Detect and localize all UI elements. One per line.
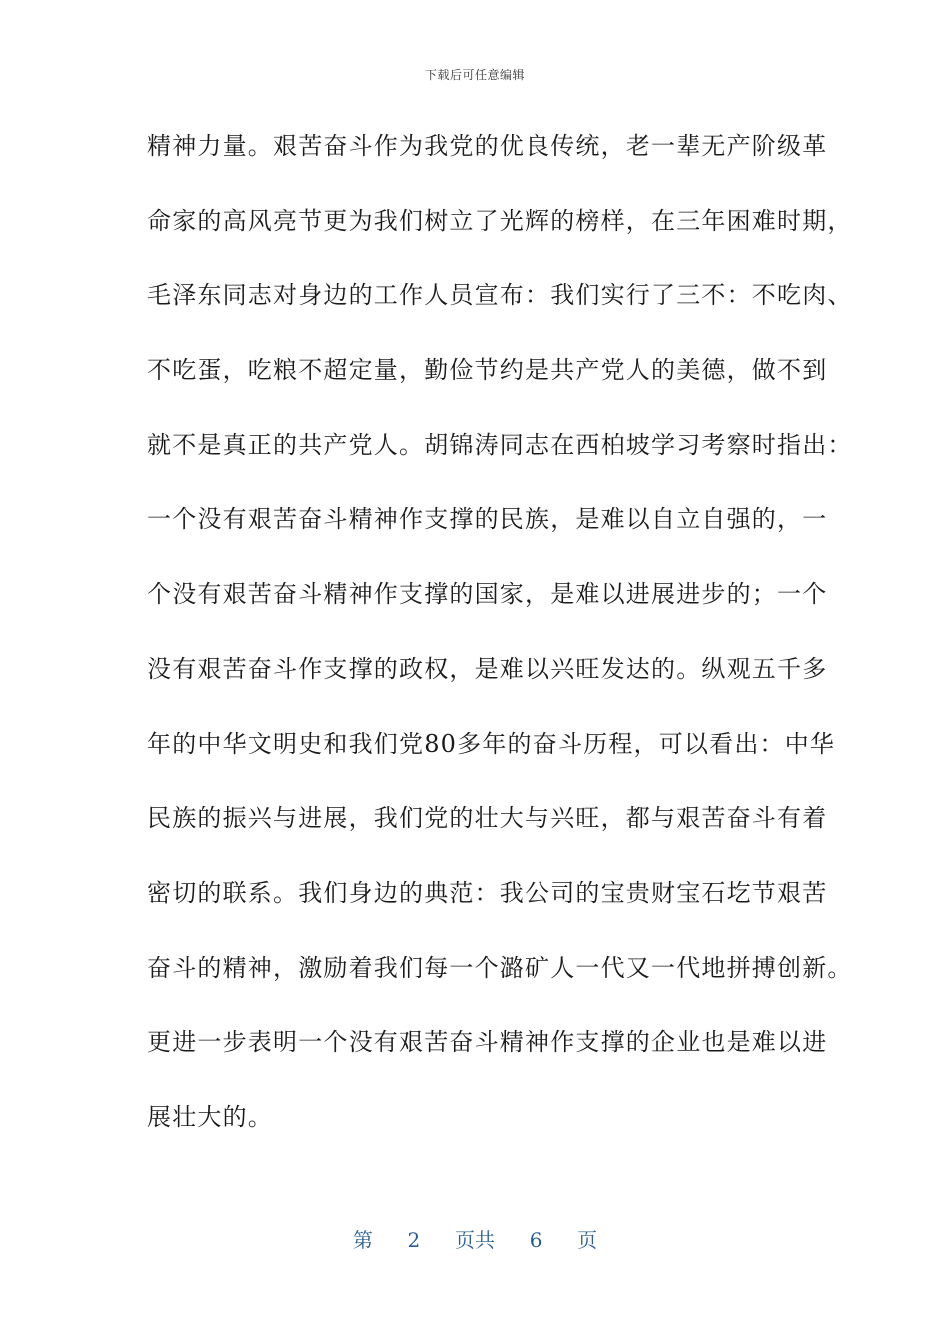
footer-suffix: 页 bbox=[577, 1228, 598, 1252]
body-line: 个没有艰苦奋斗精神作支撑的国家，是难以进展进步的；一个 bbox=[147, 580, 828, 609]
page-number-footer bbox=[0, 1224, 950, 1253]
total-pages-number: 6 bbox=[529, 1228, 543, 1252]
body-line: 年的中华文明史和我们党80多年的奋斗历程，可以看出：中华 bbox=[147, 729, 836, 758]
page-header-note: 下载后可任意编辑 bbox=[424, 68, 525, 82]
body-line: 奋斗的精神，激励着我们每一个潞矿人一代又一代地拼搏创新。 bbox=[147, 953, 853, 982]
body-line: 更进一步表明一个没有艰苦奋斗精神作支撑的企业也是难以进 bbox=[147, 1028, 828, 1057]
body-line: 一个没有艰苦奋斗精神作支撑的民族，是难以自立自强的，一 bbox=[147, 505, 828, 534]
body-line: 不吃蛋，吃粮不超定量，勤俭节约是共产党人的美德，做不到 bbox=[147, 356, 828, 385]
footer-mid: 页共 bbox=[455, 1228, 495, 1252]
body-text bbox=[147, 126, 853, 1172]
body-line: 命家的高风亮节更为我们树立了光辉的榜样，在三年困难时期， bbox=[147, 206, 853, 235]
current-page-number: 2 bbox=[407, 1228, 421, 1252]
footer-prefix: 第 bbox=[352, 1228, 373, 1252]
body-line: 精神力量。艰苦奋斗作为我党的优良传统，老一辈无产阶级革 bbox=[147, 132, 828, 160]
body-line: 民族的振兴与进展，我们党的壮大与兴旺，都与艰苦奋斗有着 bbox=[147, 804, 828, 833]
body-line: 没有艰苦奋斗作支撑的政权，是难以兴旺发达的。纵观五千多 bbox=[147, 654, 828, 683]
body-line: 密切的联系。我们身边的典范：我公司的宝贵财宝石圪节艰苦 bbox=[147, 878, 828, 907]
body-line: 展壮大的。 bbox=[147, 1102, 273, 1131]
body-line: 毛泽东同志对身边的工作人员宣布：我们实行了三不：不吃肉、 bbox=[147, 281, 853, 310]
body-line: 就不是真正的共产党人。胡锦涛同志在西柏坡学习考察时指出： bbox=[147, 430, 853, 459]
